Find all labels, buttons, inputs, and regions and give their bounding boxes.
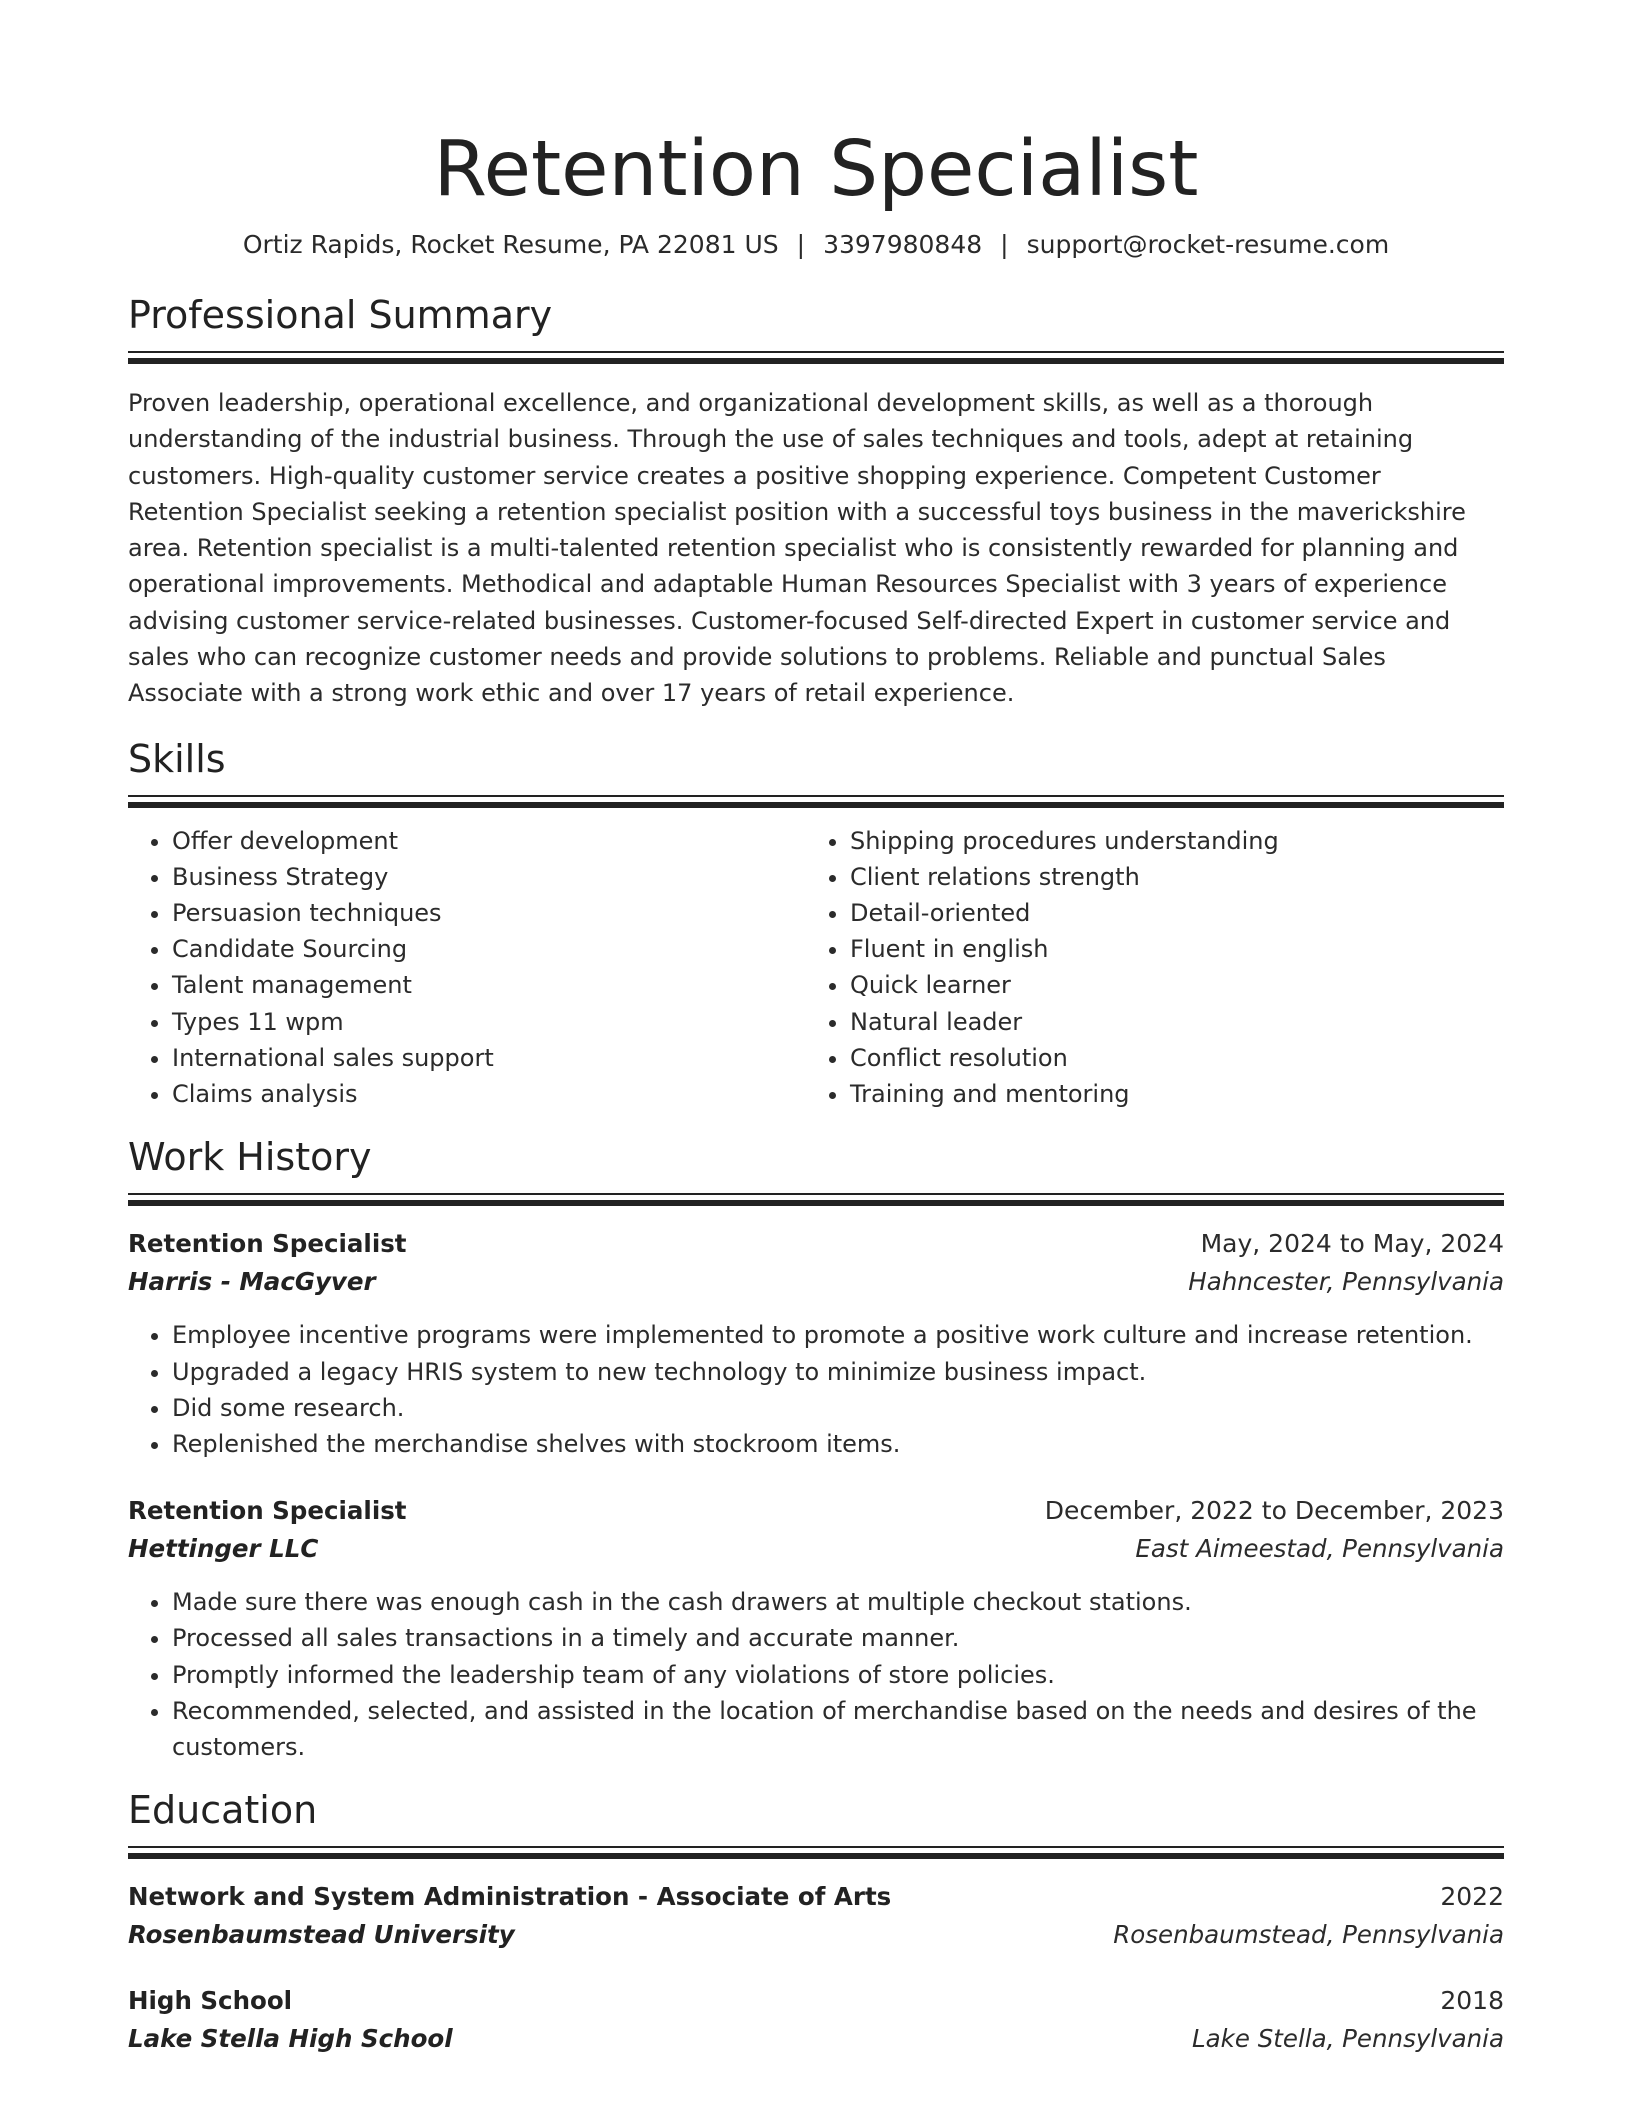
education-entry (128, 1878, 1504, 1954)
education-location: Lake Stella, Pennsylvania (1192, 2024, 1504, 2054)
section-title-education: Education (128, 1788, 318, 1833)
section-divider (128, 1193, 1504, 1207)
skills-list-right (806, 823, 1484, 1113)
education-degree: High School (128, 1986, 293, 2016)
education-school: Lake Stella High School (128, 2024, 453, 2054)
list-item: • Employee incentive programs were implemented to promote a positive work culture and increase retention. (172, 1317, 1504, 1353)
job-title: Retention Specialist (128, 1229, 407, 1259)
job-dates: December, 2022 to December, 2023 (1044, 1496, 1504, 1526)
section-divider (128, 1846, 1504, 1860)
skill-item: • Types 11 wpm (172, 1004, 806, 1040)
section-divider (128, 795, 1504, 809)
skill-item: • Candidate Sourcing (172, 931, 806, 967)
skill-item: • Claims analysis (172, 1076, 806, 1112)
job-entry (128, 1492, 1504, 1765)
job-subheader (128, 1263, 1504, 1301)
skill-item: • International sales support (172, 1040, 806, 1076)
contact-line (128, 228, 1504, 262)
skill-item: • Fluent in english (850, 931, 1484, 967)
education-entry (128, 1982, 1504, 2058)
list-item: • Made sure there was enough cash in the cash drawers at multiple checkout stations. (172, 1584, 1504, 1620)
section-title-summary: Professional Summary (128, 293, 553, 337)
job-company: Harris - MacGyver (128, 1267, 376, 1297)
list-item: • Recommended, selected, and assisted in the location of merchandise based on the needs and desires of the customers. (172, 1693, 1504, 1765)
list-item: • Upgraded a legacy HRIS system to new technology to minimize business impact. (172, 1354, 1504, 1390)
education-degree: Network and System Administration - Associate of Arts (128, 1882, 892, 1912)
job-bullets (128, 1584, 1504, 1765)
section-title-work: Work History (128, 1135, 372, 1180)
skill-item: • Business Strategy (172, 859, 806, 895)
skill-item: • Shipping procedures understanding (850, 823, 1484, 859)
education-header (128, 1982, 1504, 2020)
skills-list-left (128, 823, 806, 1113)
summary-text: Proven leadership, operational excellence, and organizational development skills, as well as a thorough understanding of the industrial business. Through the use of sales techniques and tools, adept at retaining customers. High-quality customer service creates a positive shopping experience. Competent Customer Retention Specialist seeking a retention specialist position with a successful toys business in the maverickshire area. Retention specialist is a multi-talented retention specialist who is consistently rewarded for planning and operational improvements. Methodical and adaptable Human Resources Specialist with 3 years of experience advising customer service-related businesses. Customer-focused Self-directed Expert in customer service and sales who can recognize customer needs and provide solutions to problems. Reliable and punctual Sales Associate with a strong work ethic and over 17 years of retail experience. (128, 389, 1466, 708)
list-item: • Processed all sales transactions in a timely and accurate manner. (172, 1620, 1504, 1656)
job-entry (128, 1225, 1504, 1462)
section-divider (128, 351, 1504, 365)
work-history-section (128, 1132, 1504, 1765)
skill-item: • Training and mentoring (850, 1076, 1484, 1112)
skill-item: • Conflict resolution (850, 1040, 1484, 1076)
list-item: • Did some research. (172, 1390, 1504, 1426)
skill-item: • Client relations strength (850, 859, 1484, 895)
education-year: 2018 (1440, 1986, 1504, 2016)
skills-columns (128, 823, 1504, 1113)
education-year: 2022 (1440, 1882, 1504, 1912)
skill-item: • Quick learner (850, 967, 1484, 1003)
skill-item: • Offer development (172, 823, 806, 859)
education-subheader (128, 1916, 1504, 1954)
summary-section (128, 290, 1504, 712)
resume-page (128, 0, 1504, 2058)
list-item: • Promptly informed the leadership team of any violations of store policies. (172, 1657, 1504, 1693)
job-company: Hettinger LLC (128, 1534, 319, 1564)
job-header (128, 1492, 1504, 1530)
contact-email: support@rocket-resume.com (1026, 230, 1390, 259)
section-title-skills: Skills (128, 736, 226, 781)
education-subheader (128, 2020, 1504, 2058)
contact-separator: | (1000, 230, 1009, 259)
education-school: Rosenbaumstead University (128, 1920, 515, 1950)
list-item: • Replenished the merchandise shelves with stockroom items. (172, 1426, 1504, 1462)
job-location: Hahncester, Pennsylvania (1188, 1267, 1504, 1297)
skill-item: • Talent management (172, 967, 806, 1003)
contact-phone: 3397980848 (823, 230, 983, 259)
job-header (128, 1225, 1504, 1263)
job-title: Retention Specialist (128, 1496, 407, 1526)
skill-item: • Detail-oriented (850, 895, 1484, 931)
contact-address: Ortiz Rapids, Rocket Resume, PA 22081 US (242, 230, 779, 259)
education-header (128, 1878, 1504, 1916)
skill-item: • Natural leader (850, 1004, 1484, 1040)
skill-item: • Persuasion techniques (172, 895, 806, 931)
education-section (128, 1785, 1504, 2058)
page-title: Retention Specialist (433, 125, 1199, 214)
job-dates: May, 2024 to May, 2024 (1200, 1229, 1504, 1259)
contact-separator: | (796, 230, 806, 259)
job-location: East Aimeestad, Pennsylvania (1135, 1534, 1504, 1564)
job-subheader (128, 1530, 1504, 1568)
job-bullets (128, 1317, 1504, 1462)
skills-section (128, 734, 1504, 1113)
education-location: Rosenbaumstead, Pennsylvania (1113, 1920, 1504, 1950)
